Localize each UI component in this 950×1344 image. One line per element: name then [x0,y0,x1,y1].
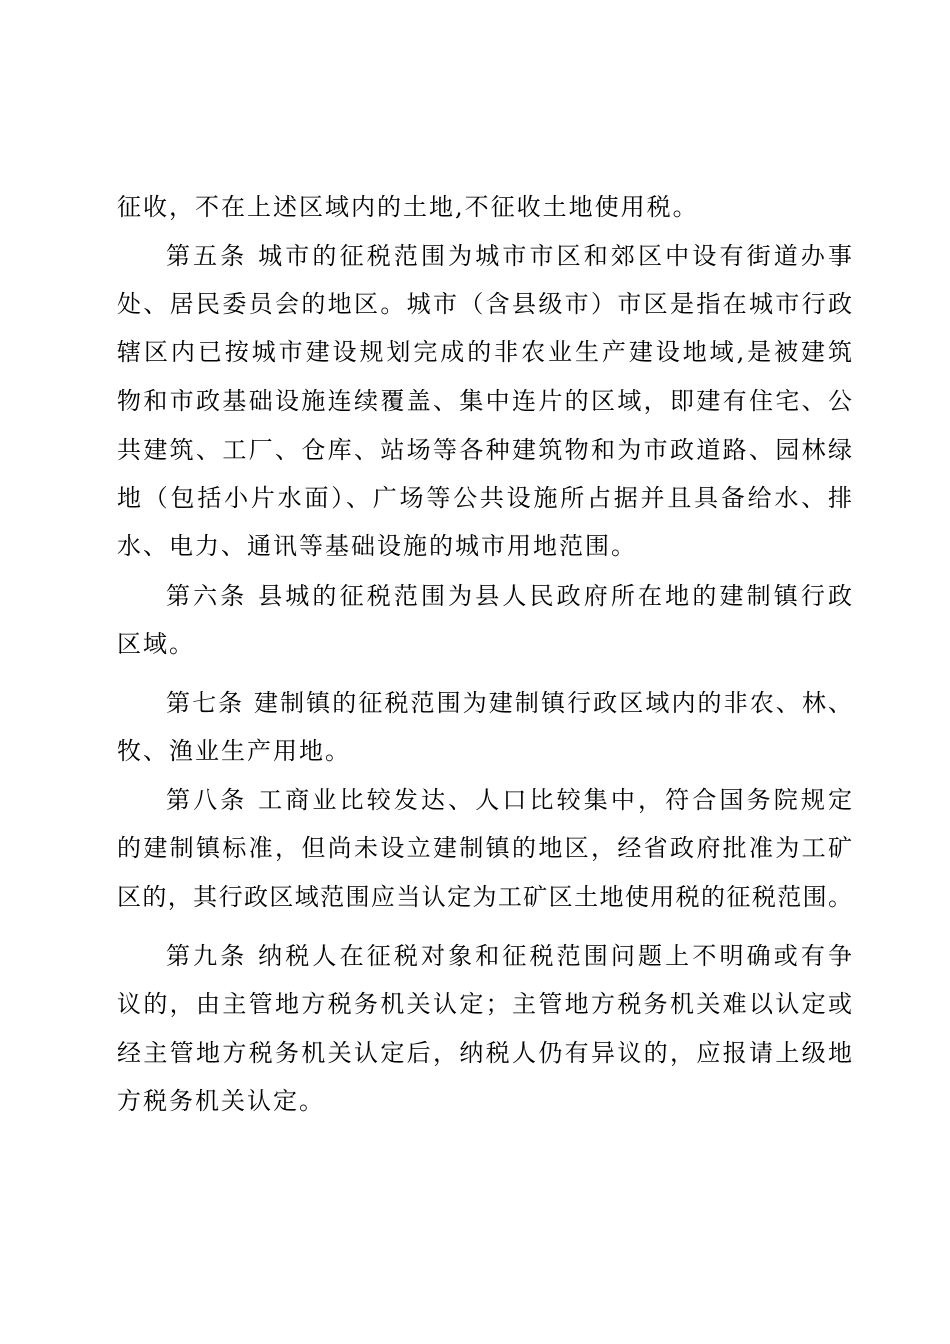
article-6-line: 第六条 县城的征税范围为县人民政府所在地的建制镇行政 [166,582,852,610]
text-line: 地（包括小片水面）、广场等公共设施所占据并且具备给水、排 [117,484,852,512]
text-line: 区域。 [117,630,195,658]
text-line: 征收，不在上述区域内的土地,不征收土地使用税。 [117,193,699,221]
text-line: 共建筑、工厂、仓库、站场等各种建筑物和为市政道路、园林绿 [117,436,852,464]
article-7-line: 第七条 建制镇的征税范围为建制镇行政区域内的非农、林、 [166,689,852,717]
article-5-line: 第五条 城市的征税范围为城市市区和郊区中设有街道办事 [166,242,852,270]
text-line: 的建制镇标准，但尚未设立建制镇的地区，经省政府批准为工矿 [117,834,852,862]
text-line: 方税务机关认定。 [117,1087,325,1115]
text-line: 物和市政基础设施连续覆盖、集中连片的区域，即建有住宅、公 [117,387,852,415]
article-8-line: 第八条 工商业比较发达、人口比较集中，符合国务院规定 [166,786,852,814]
text-line: 辖区内已按城市建设规划完成的非农业生产建设地域,是被建筑 [117,338,852,366]
text-line: 区的，其行政区域范围应当认定为工矿区土地使用税的征税范围。 [117,883,852,911]
text-line: 经主管地方税务机关认定后，纳税人仍有异议的，应报请上级地 [117,1039,852,1067]
text-line: 处、居民委员会的地区。城市（含县级市）市区是指在城市行政 [117,290,852,318]
text-line: 议的，由主管地方税务机关认定；主管地方税务机关难以认定或 [117,990,852,1018]
text-line: 牧、渔业生产用地。 [117,737,351,765]
article-9-line: 第九条 纳税人在征税对象和征税范围问题上不明确或有争 [166,942,852,970]
text-line: 水、电力、通讯等基础设施的城市用地范围。 [117,532,637,560]
